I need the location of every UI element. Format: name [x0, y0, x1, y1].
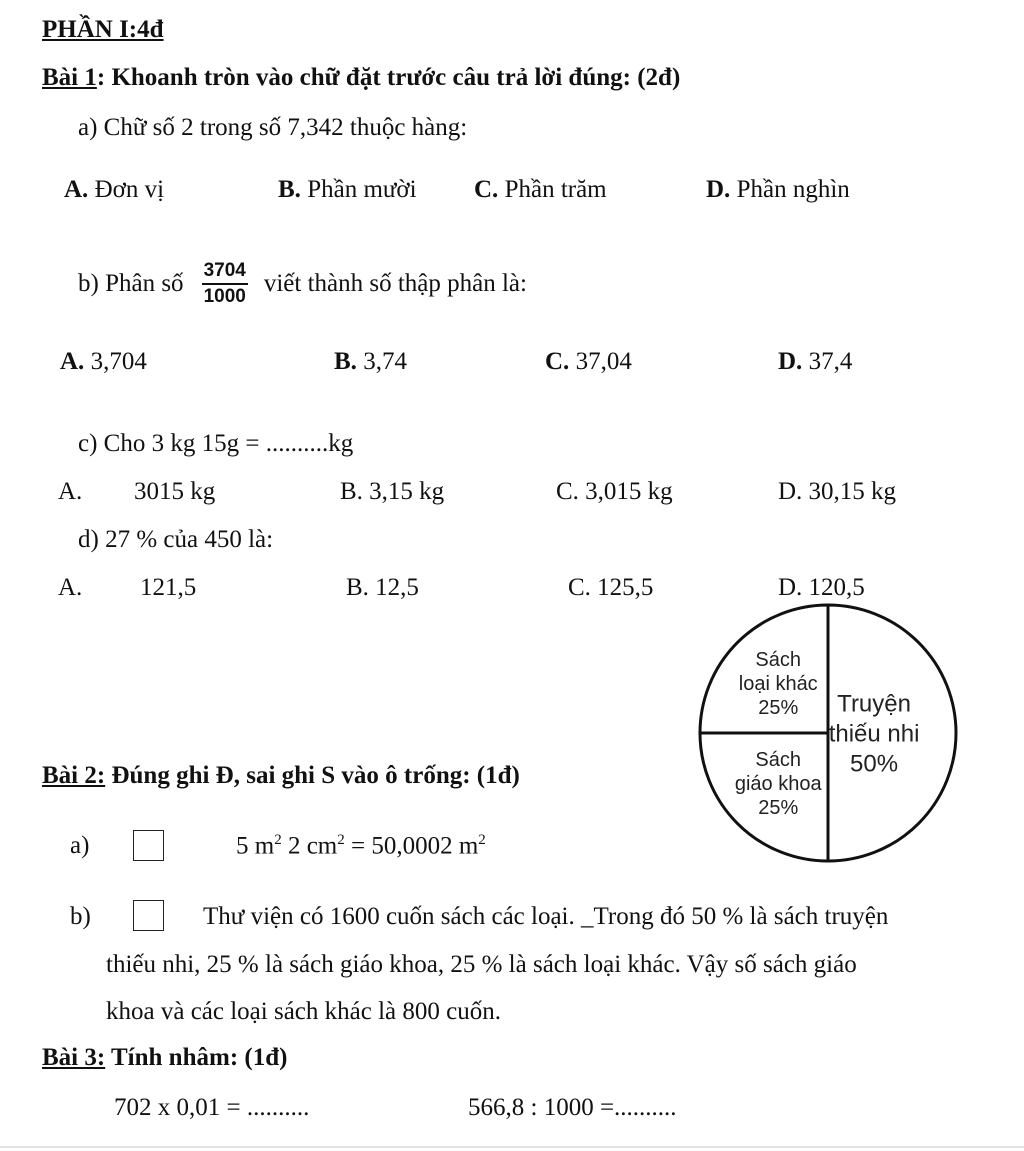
- option-c-C[interactable]: C. 3,015 kg: [556, 478, 673, 505]
- option-c-A[interactable]: 3015 kg: [134, 478, 216, 505]
- bai1-heading: [42, 64, 680, 92]
- option-d-B[interactable]: B. 12,5: [346, 574, 419, 601]
- option-c-B[interactable]: B. 3,15 kg: [340, 478, 445, 505]
- option-c-A-letter[interactable]: A.: [58, 478, 83, 505]
- question-c: c) Cho 3 kg 15g = ..........kg: [78, 430, 354, 457]
- answer-box-a[interactable]: [133, 830, 164, 861]
- question-a: a) Chữ số 2 trong số 7,342 thuộc hàng:: [78, 114, 468, 141]
- option-a-C[interactable]: C. Phần trăm: [474, 176, 607, 203]
- pie-slice-label: Truyện: [837, 690, 911, 718]
- fraction-denominator: 1000: [203, 286, 246, 307]
- bottom-divider: [0, 1146, 1024, 1148]
- fraction-numerator: 3704: [202, 259, 248, 285]
- option-b-A[interactable]: A. 3,704: [60, 348, 147, 375]
- answer-box-b[interactable]: [133, 900, 164, 931]
- option-b-B[interactable]: B. 3,74: [334, 348, 407, 375]
- bai3-title: Tính nhâm: (1đ): [105, 1044, 288, 1071]
- bai2-title: Đúng ghi Đ, sai ghi S vào ô trống: (1đ): [105, 762, 520, 789]
- pie-chart: [693, 598, 963, 868]
- pie-slice-label: Sách: [755, 748, 802, 771]
- bai2-b-line3: khoa và các loại sách khác là 800 cuốn.: [106, 998, 501, 1025]
- bai2-label: Bài 2:: [42, 762, 106, 789]
- section-header: PHẦN I:4đ: [42, 16, 164, 43]
- pie-slice-label: loại khác: [738, 673, 818, 696]
- pie-slice-label: Sách: [755, 649, 802, 672]
- question-b-suffix: viết thành số thập phân là:: [263, 270, 527, 297]
- pie-slice-label: giáo khoa: [734, 772, 822, 795]
- bai3-expr2: 566,8 : 1000 =..........: [468, 1094, 677, 1121]
- bai1-label: Bài 1: [42, 64, 97, 91]
- bai2-heading: [42, 762, 520, 790]
- pie-slice-label: 25%: [758, 796, 799, 819]
- question-d: d) 27 % của 450 là:: [78, 526, 274, 553]
- option-d-C[interactable]: C. 125,5: [568, 574, 654, 601]
- bai2-a-equation: 5 $m^2$ 2 $cm^2 = 50,0002$ $m^2$: [236, 832, 486, 860]
- bai3-heading: [42, 1044, 287, 1072]
- question-b: [78, 254, 527, 314]
- option-a-B[interactable]: B. Phần mười: [278, 176, 417, 203]
- option-b-C[interactable]: C. 37,04: [545, 348, 632, 375]
- bai3-expr1: 702 x 0,01 = ..........: [114, 1094, 310, 1121]
- bai2-a-marker: a): [70, 832, 90, 859]
- bai2-b-line1: Thư viện có 1600 cuốn sách các loại. _Trong đó 50 % là sách truyện: [203, 903, 889, 930]
- option-d-A-letter[interactable]: A.: [58, 574, 83, 601]
- bai2-b-marker: b): [70, 903, 91, 930]
- option-d-D[interactable]: D. 120,5: [778, 574, 865, 601]
- bai1-title: : Khoanh tròn vào chữ đặt trước câu trả lời đúng: (2đ): [96, 64, 681, 91]
- option-d-A[interactable]: 121,5: [140, 574, 197, 601]
- option-a-A[interactable]: A. Đơn vị: [64, 176, 165, 203]
- option-c-D[interactable]: D. 30,15 kg: [778, 478, 897, 505]
- option-a-D[interactable]: D. Phần nghìn: [706, 176, 850, 203]
- fraction: [202, 259, 248, 309]
- pie-slice-label: thiếu nhi: [828, 720, 920, 748]
- bai3-label: Bài 3:: [42, 1044, 106, 1071]
- question-b-prefix: b) Phân số: [78, 270, 184, 297]
- pie-slice-label: 25%: [758, 697, 799, 720]
- bai2-b-line2: thiếu nhi, 25 % là sách giáo khoa, 25 % là sách loại khác. Vậy số sách giáo: [106, 951, 857, 978]
- pie-slice-label: 50%: [850, 750, 899, 778]
- option-b-D[interactable]: D. 37,4: [778, 348, 853, 375]
